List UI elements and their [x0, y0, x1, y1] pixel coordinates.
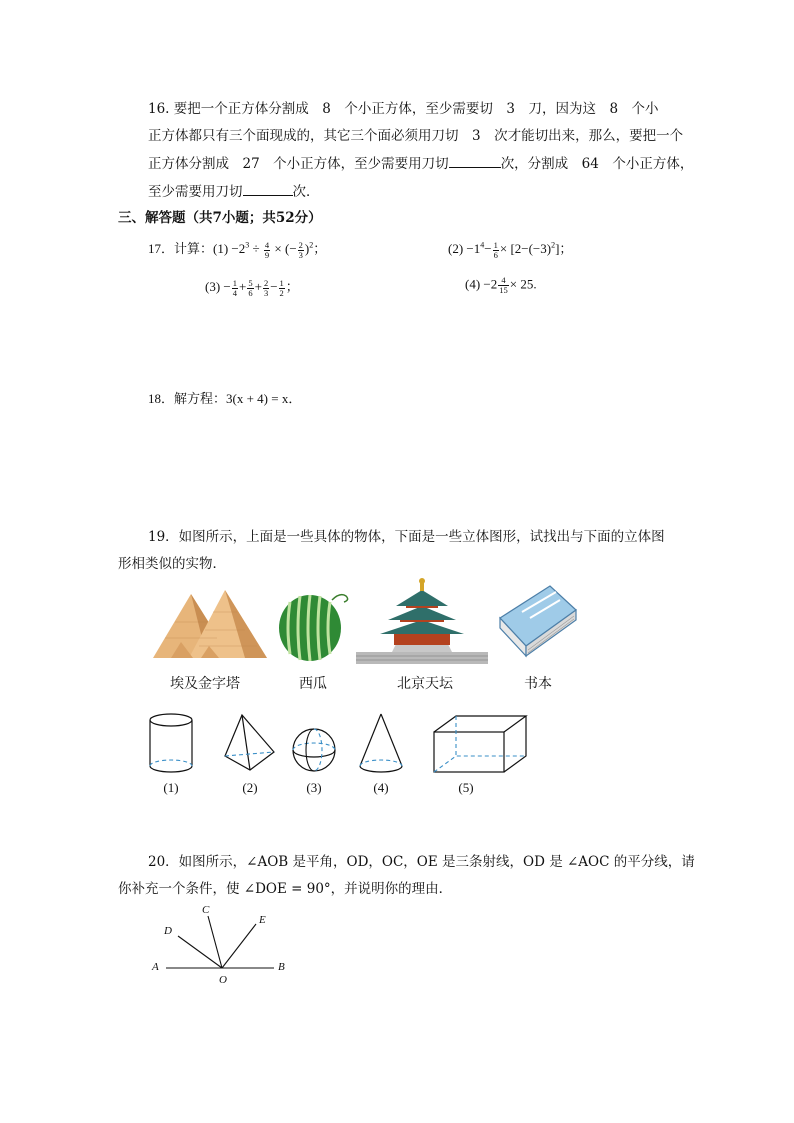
- q17-frac-5: $\frac{5}{6}$: [248, 277, 253, 298]
- triangular-pyramid-shape: [222, 712, 278, 774]
- cylinder-shape: [148, 712, 194, 774]
- q17-p1-times: × (−: [274, 241, 297, 256]
- q17-p1-div: ÷: [252, 241, 260, 256]
- q17-semi1: ；: [313, 241, 327, 256]
- q17-p3-minus: −: [223, 279, 231, 294]
- q17-p2-close: ]；: [555, 241, 573, 256]
- shape-label-3: (3): [306, 780, 322, 795]
- point-label-e: E: [259, 914, 266, 926]
- q17-frac-2: $\frac{2}{3}$: [298, 239, 303, 260]
- q17-label3: (3): [205, 279, 221, 294]
- q17-p3-plus1: +: [239, 279, 247, 294]
- q19-line1: 19．如图所示，上面是一些具体的物体，下面是一些立体图形，试找出与下面的立体图: [148, 529, 665, 545]
- point-label-b: B: [278, 961, 285, 973]
- object-label-watermelon: 西瓜: [299, 676, 327, 692]
- cone-shape: [357, 712, 405, 774]
- q17-label4: (4): [465, 276, 481, 292]
- section-heading: 三、解答题（共7小题；共52分）: [118, 210, 322, 226]
- pyramids-image: [145, 586, 271, 664]
- q17-p2-minus: −: [484, 241, 492, 256]
- book-image: [496, 584, 580, 660]
- q16-line3-text-a: 正方体分割成 27 个小正方体，至少需要用刀切: [148, 156, 449, 172]
- shape-label-5: (5): [458, 780, 474, 795]
- q17-row1-right: [448, 238, 572, 260]
- q17-frac-7: $\frac{1}{2}$: [279, 277, 284, 298]
- answer-blank-2[interactable]: [243, 183, 293, 196]
- q17-p2-exp: 4: [480, 240, 485, 250]
- q17-frac-4: $\frac{1}{4}$: [232, 277, 238, 298]
- temple-of-heaven-image: [352, 576, 492, 668]
- q19-line2: 形相类似的实物．: [118, 556, 226, 572]
- q20-line2: 你补充一个条件，使 ∠DOE = 90°，并说明你的理由．: [118, 881, 453, 897]
- shape-label-1: (1): [163, 780, 179, 795]
- q16-line3: [148, 152, 693, 172]
- q17-row2-left: [205, 276, 299, 298]
- q16-line4: [148, 180, 320, 200]
- watermelon-image: [276, 586, 356, 664]
- q17-p1-base: −2: [231, 241, 246, 256]
- point-label-c: C: [202, 904, 210, 916]
- rectangular-prism-shape: [432, 714, 530, 776]
- q17-row2-right: [465, 276, 537, 295]
- q17-p2-exp2: 2: [551, 240, 556, 250]
- q16-line3-text-b: 次，分割成 64 个小正方体，: [500, 156, 694, 172]
- q17-p3-minus2: −: [270, 279, 278, 294]
- q17-p4-rest: × 25.: [509, 276, 537, 292]
- q17-label2: (2): [448, 241, 464, 256]
- q17-prefix: 17．计算：(1): [148, 241, 229, 256]
- answer-blank-1[interactable]: [449, 155, 501, 168]
- object-label-book: 书本: [524, 676, 552, 692]
- point-label-o: O: [219, 974, 227, 986]
- q16-line4-text-a: 至少需要用刀切: [148, 184, 243, 200]
- q20-line1: 20．如图所示，∠AOB 是平角，OD，OC，OE 是三条射线，OD 是 ∠AOC 的平分线，请: [148, 854, 695, 870]
- shape-label-2: (2): [242, 780, 258, 795]
- point-label-a: A: [152, 961, 159, 973]
- q16-line1: 16. 要把一个正方体分割成 8 个小正方体，至少需要切 3 刀，因为这 8 个小: [148, 101, 659, 117]
- object-label-temple: 北京天坛: [397, 676, 453, 692]
- q17-frac-3: $\frac{1}{6}$: [493, 239, 498, 260]
- q17-p1-close: ): [304, 241, 310, 256]
- q17-p3-plus2: +: [254, 279, 262, 294]
- object-label-pyramids: 埃及金字塔: [170, 676, 240, 692]
- q17-semi3: ；: [285, 279, 299, 294]
- point-label-d: D: [164, 925, 172, 937]
- q17-p1-exp2: 2: [309, 240, 314, 250]
- q16-line4-text-b: 次．: [292, 184, 320, 200]
- q17-p4-base: −2: [483, 276, 498, 292]
- q17-frac-1: $\frac{4}{9}$: [264, 239, 270, 260]
- q16-line2: 正方体都只有三个面现成的，其它三个面必须用刀切 3 次才能切出来，那么，要把一个: [148, 128, 684, 144]
- q17-p2-base: −1: [466, 241, 481, 256]
- q17-frac-8: $\frac{4}{15}$: [499, 275, 508, 295]
- q17-p1-exp: 3: [245, 240, 250, 250]
- q17-p2-bracket: × [2−(−3): [499, 241, 552, 256]
- q17-row1-left: [148, 238, 326, 260]
- q18-text: 18．解方程：3(x + 4) = x．: [148, 391, 302, 406]
- sphere-shape: [290, 726, 338, 774]
- q17-frac-6: $\frac{2}{3}$: [263, 277, 269, 298]
- shape-label-4: (4): [373, 780, 389, 795]
